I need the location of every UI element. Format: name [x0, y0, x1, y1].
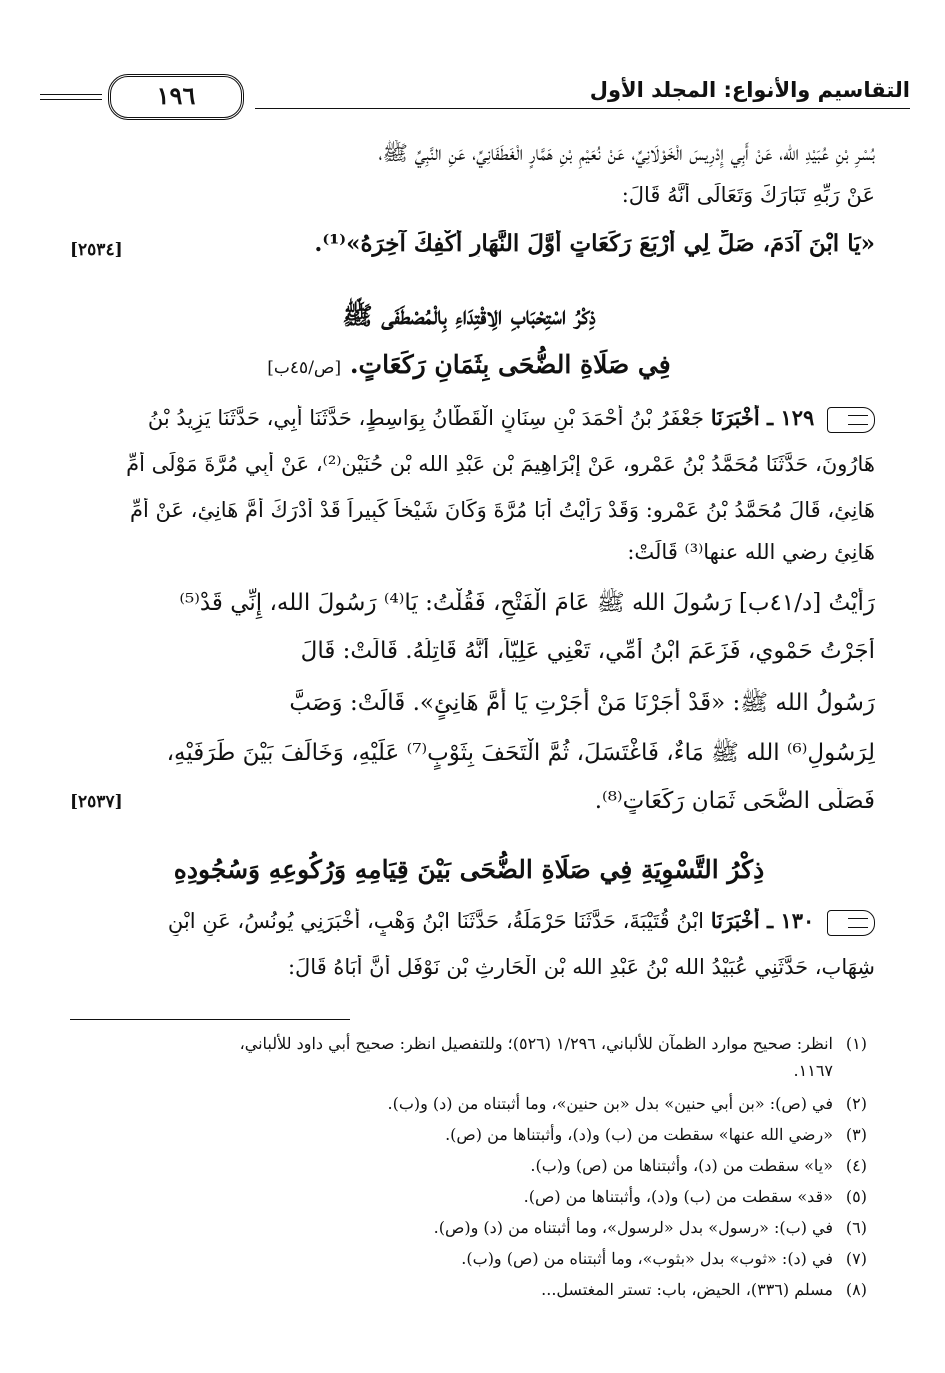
hadith-quote: «يَا ابْنَ آدَمَ، صَلِّ لِي أَرْبَعَ رَكَعَاتٍ أَوَّلَ النَّهَارِ أَكْفِكَ آخِرَهُ»⁽¹⁾. [314, 230, 875, 257]
hadith-marker-icon [827, 910, 875, 936]
matn-line: لِرَسُولِ⁽⁶⁾ الله ﷺ مَاءٌ، فَاغْتَسَلَ، ثُمَّ الْتَحَفَ بِثَوْبٍ⁽⁷⁾ عَلَيْهِ، وَخَالَفَ بَيْنَ طَرَفَيْهِ، [166, 740, 875, 766]
footnote: (٣)«رضي الله عنها» سقطت من (ب) و(د)، وأثبتناها من (ص). [445, 1125, 867, 1144]
matn-line: أَجَرْتُ حَمْوِي، فَزَعَمَ ابْنُ أُمِّي، تَعْنِي عَلِيّاً، أَنَّهُ قَاتِلُهُ. قَالَتْ: قَالَ [300, 638, 875, 664]
isnad-line: هَانِئٍ، قَالَ مُحَمَّدُ بْنُ عَمْرٍو: وَقَدْ رَأَيْتُ أَبَا مُرَّةَ وَكَانَ شَيْخاً كَبِيراً قَدْ أَدْرَكَ أُمَّ هَانِئٍ، عَنْ أُمِّ [129, 498, 875, 522]
page-header [40, 72, 910, 122]
isnad-line [63, 405, 875, 433]
matn-line: فَصَلَّى الضُّحَى ثَمَانِ رَكَعَاتٍ⁽⁸⁾. [594, 788, 875, 814]
hadith-marker-icon [827, 407, 875, 433]
footnote-rule [70, 1019, 350, 1020]
isnad-line: شِهَابٍ، حَدَّثَنِي عُبَيْدُ الله بْنُ عَبْدِ الله بْنِ الْحَارِثِ بْنِ نَوْفَلٍ أَنَّ أَبَاهُ قَالَ: [287, 955, 875, 979]
footnote: (٢)في (ص): «بن أبي حنين» بدل «بن حنين»، وما أثبتناه من (د) و(ب). [387, 1094, 867, 1113]
footnote: ١١٦٧. [793, 1061, 833, 1080]
footnote: (١)انظر: صحيح موارد الظمآن للألباني، ١/٢٩٦ (٥٢٦)؛ وللتفصيل انظر: صحيح أبي داود للألباني، [239, 1034, 867, 1053]
header-rule-left [40, 94, 102, 100]
running-title: التقاسيم والأنواع: المجلد الأول [589, 78, 910, 102]
hadith-number: ١٢٩ ـ أَخْبَرَنَا [710, 405, 815, 430]
manuscript-reference: [ص/٤٥ب] [267, 358, 342, 378]
isnad-line: هَارُونَ، حَدَّثَنَا مُحَمَّدُ بْنُ عَمْرٍو، عَنْ إِبْرَاهِيمَ بْنِ عَبْدِ الله بْنِ حُنَيْنٍ⁽²⁾، عَنْ أَبِي مُرَّةَ مَوْلَى أُمِّ [126, 452, 875, 476]
footnote: (٨)مسلم (٣٣٦)، الحيض، باب: تستر المغتسل... [541, 1280, 867, 1299]
text-line: عَنْ رَبِّهِ تَبَارَكَ وَتَعَالَى أَنَّهُ قَالَ: [621, 183, 875, 207]
section-heading: ذِكْرُ اسْتِحْبَابِ الِاقْتِدَاءِ بِالْمُصْطَفَى ﷺ [342, 301, 596, 330]
isnad-line [63, 908, 875, 936]
footnote: (٧)في (د): «ثوب» بدل «بثوب»، وما أثبتناه من (ص) و(ب). [461, 1249, 867, 1268]
footnote: (٦)في (ب): «رسول» بدل «لرسول»، وما أثبتناه من (د) و(ص). [433, 1218, 867, 1237]
isnad-text: ابْنُ قُتَيْبَةَ، حَدَّثَنَا حَرْمَلَةُ، حَدَّثَنَا ابْنُ وَهْبٍ، أَخْبَرَنِي يُونُسُ، عَنِ ابْنِ [167, 909, 705, 933]
header-rule [255, 108, 910, 109]
isnad-text: جَعْفَرُ بْنُ أَحْمَدَ بْنِ سِنَانٍ الْقَطَّانُ بِوَاسِطٍ، حَدَّثَنَا أَبِي، حَدَّثَنَا يَزِيدُ بْنُ [147, 406, 705, 430]
section-heading-text: فِي صَلَاةِ الضُّحَى بِثَمَانِ رَكَعَاتٍ. [349, 350, 671, 379]
isnad-line: هَانِئٍ رضي الله عنها⁽³⁾ قَالَتْ: [627, 540, 875, 564]
hadith-reference: [٢٥٣٤] [70, 240, 123, 260]
hadith-number: ١٣٠ ـ أَخْبَرَنَا [710, 908, 815, 933]
footnotes [67, 1030, 867, 1303]
matn-line: رَسُولُ الله ﷺ: «قَدْ أَجَرْنَا مَنْ أَجَرْتِ يَا أُمَّ هَانِئٍ». قَالَتْ: وَصَبَّ [289, 690, 875, 716]
section-heading: ذِكْرُ التَّسْوِيَةِ فِي صَلَاةِ الضُّحَى بَيْنَ قِيَامِهِ وَرُكُوعِهِ وَسُجُودِهِ [173, 855, 765, 884]
hadith-reference: [٢٥٣٧] [70, 792, 123, 812]
footnote: (٥)«قد» سقطت من (ب) و(د)، وأثبتناها من (ص). [523, 1187, 867, 1206]
page-number: ١٩٦ [108, 74, 244, 120]
matn-line: رَأَيْتُ [د/٤١ب] رَسُولَ الله ﷺ عَامَ الْفَتْحِ، فَقُلْتُ: يَا⁽⁴⁾ رَسُولَ الله، إِنِّي قَدْ⁽⁵⁾ [179, 590, 875, 616]
footnote: (٤)«يا» سقطت من (د)، وأثبتناها من (ص) و(ب). [530, 1156, 867, 1175]
section-heading-line2 [63, 350, 875, 379]
text-line: بُسْرِ بْنِ عُبَيْدِ الله، عَنْ أَبِي إِدْرِيسَ الْخَوْلَانِيِّ، عَنْ نُعَيْمِ بْنِ هَمَّارٍ الْغَطَفَانِيِّ، عَنِ النَّبِيِّ ﷺ، [378, 141, 875, 165]
